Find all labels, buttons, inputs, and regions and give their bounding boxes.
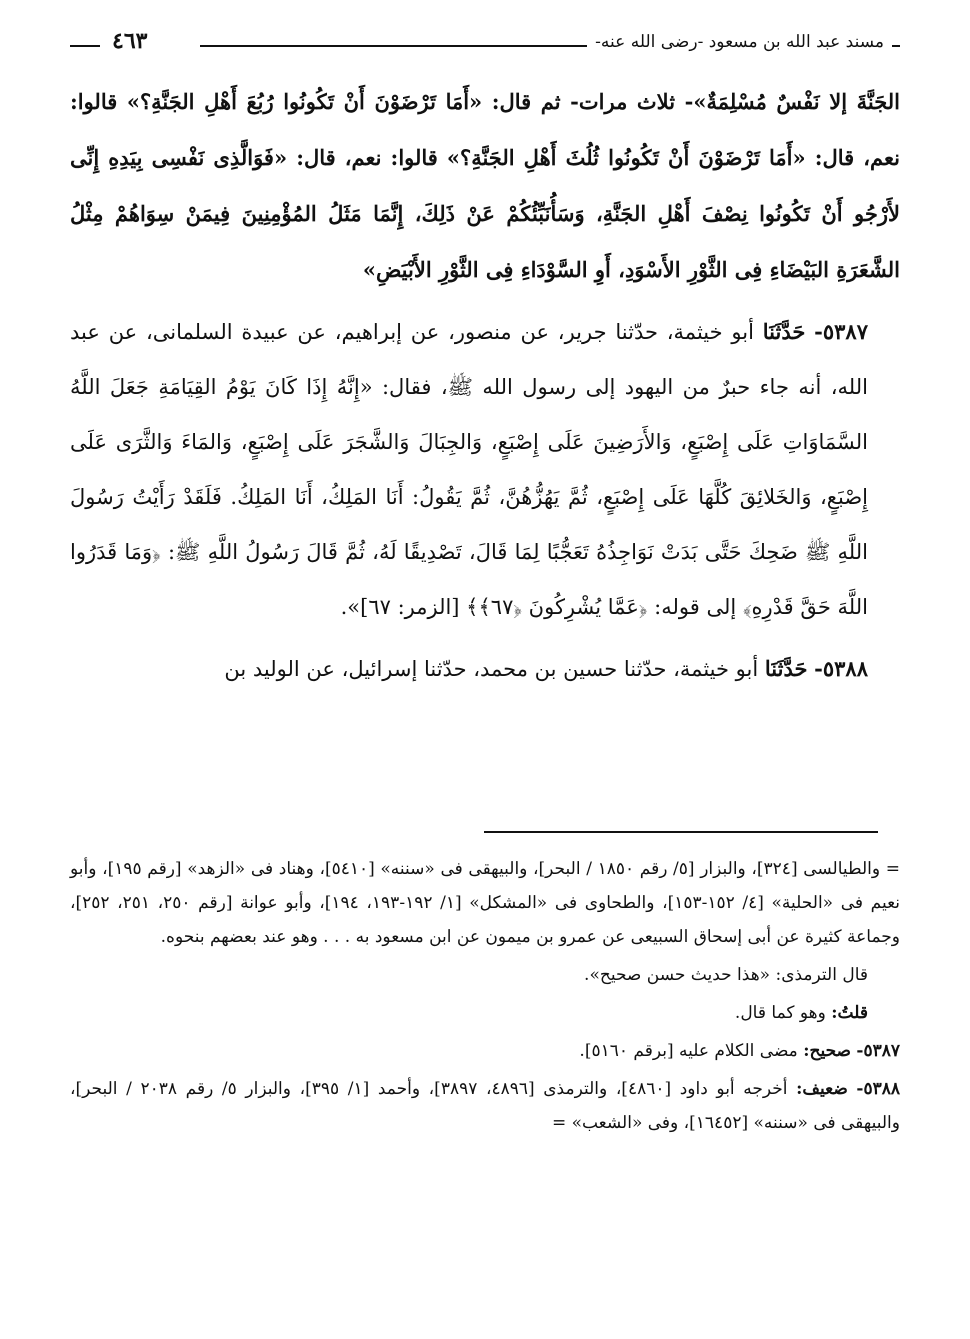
footnote-5387-text: مضى الكلام عليه [برقم ٥١٦٠].: [579, 1041, 798, 1061]
book-page: [70, 0, 900, 1339]
footnote-qultu-label: قلتُ:: [831, 1003, 868, 1023]
footnote-separator: [484, 831, 878, 833]
hadith-5387: [70, 304, 900, 635]
running-title: مسند عبد الله بن مسعود -رضى الله عنه-: [587, 32, 892, 52]
page-number: ٤٦٣: [106, 28, 153, 54]
footnote-tirmidhi: قال الترمذى: «هذا حديث حسن صحيح».: [584, 965, 868, 985]
footnote-5388-text: أخرجه أبو داود [٤٨٦٠]، والترمذى [٤٨٩٦، ٣٨٩٧]، وأحمد [١/ ٣٩٥]، والبزار ٥/ رقم ٢٠٣٨ / البحر]، والبيهقى فى «سننه» [١٦٤٥٢]، وفى «الشعب» =: [70, 1079, 900, 1133]
hadith-5388-text: أبو خيثمة، حدّثنا حسين بن محمد، حدّثنا إسرائيل، عن الوليد بن: [224, 657, 759, 681]
hadith-5388-opening: حَدَّثَنَا: [764, 656, 808, 681]
footnote-5387-grade: صحيح:: [803, 1041, 851, 1061]
main-text: [70, 74, 900, 697]
header-rule-left: [70, 45, 100, 47]
footnote-5387: [70, 1034, 900, 1068]
page-header: [70, 28, 900, 64]
hadith-prev-continuation: [70, 74, 900, 298]
footnote-5388-grade: ضعيف:: [796, 1079, 848, 1099]
hadith-prev-text: الجَنَّةَ إلا نَفْسٌ مُسْلِمَةٌ»- ثلاث مرات- ثم قال: «أَمَا تَرْضَوْنَ أَنْ تَكُونُوا رُبُعَ أَهْلِ الجَنَّةِ؟» قالوا: نعم، قال: «أَمَا تَرْضَوْنَ أَنْ تَكُونُوا ثُلُثَ أَهْلِ الجَنَّةِ؟» قالوا: نعم، قال: «فَوَالَّذِى نَفْسِى بِيَدِهِ إِنِّى لأَرْجُو أَنْ تَكُونُوا نِصْفَ أَهْلِ الجَنَّةِ، وَسَأُنَبِّئُكُمْ عَنْ ذَلِكَ، إِنَّمَا مَثَلُ المُؤْمِنِينَ فِيمَنْ سِوَاهُمْ مِثْلُ الشَّعَرَةِ البَيْضَاءِ فِى الثَّوْرِ الأَسْوَدِ، أَوِ السَّوْدَاءِ فِى الثَّوْرِ الأَبْيَضِ»: [70, 89, 900, 282]
hadith-5387-number: ٥٣٨٧-: [814, 319, 868, 344]
footnote-5387-number: ٥٣٨٧-: [856, 1041, 900, 1061]
hadith-5387-text: أبو خيثمة، حدّثنا جرير، عن منصور، عن إبراهيم، عن عبيدة السلمانى، عن عبد الله، أنه جاء حبرٌ من اليهود إلى رسول الله ﷺ، فقال: «إِنَّهُ إِذَا كَانَ يَوْمُ القِيَامَةِ جَعَلَ اللَّهُ السَّمَاوَاتِ عَلَى إِصْبَعٍ، وَالأَرَضِينَ عَلَى إِصْبَعٍ، وَالجِبَالَ وَالشَّجَرَ عَلَى إِصْبَعٍ، وَالمَاءَ وَالثَّرَى عَلَى إِصْبَعٍ، وَالخَلائِقَ كُلَّهَا عَلَى إِصْبَعٍ، ثُمَّ يَهُزُّهُنَّ، ثُمَّ يَقُولُ: أَنَا المَلِكُ، أَنَا المَلِكُ. فَلَقَدْ رَأَيْتُ رَسُولَ اللَّهِ ﷺ ضَحِكَ حَتَّى بَدَتْ نَوَاجِذُهُ تَعَجُّبًا لِمَا قَالَ، تَصْدِيقًا لَهُ، ثُمَّ قَالَ رَسُولُ اللَّهِ ﷺ: ﴿وَمَا قَدَرُوا اللَّهَ حَقَّ قَدْرِهِ﴾ إلى قوله: ﴿عَمَّا يُشْرِكُونَ ﴿٦٧﴾﴾ [الزمر: ٦٧]».: [70, 320, 868, 619]
hadith-5388-number: ٥٣٨٨-: [814, 656, 868, 681]
footnote-5388: [70, 1072, 900, 1140]
footnote-continuation: = والطيالسى [٣٢٤]، والبزار [٥/ رقم ١٨٥٠ / البحر]، والبيهقى فى «سننه» [٥٤١٠]، وهناد فى «الزهد» [رقم ١٩٥]، وأبو نعيم فى «الحلية» [٤/ ١٥٢-١٥٣]، والطحاوى فى «المشكل» [١/ ١٩٢-١٩٣، ١٩٤]، وأبو عوانة [رقم ٢٥٠، ٢٥١، ٢٥٢]، وجماعة كثيرة عن أبى إسحاق السبيعى عن عمرو بن ميمون عن ابن مسعود به . . . وهو عند بعضهم بنحوه.: [70, 859, 901, 947]
hadith-5387-opening: حَدَّثَنَا: [762, 319, 806, 344]
hadith-5388: [70, 641, 900, 697]
footnotes: [70, 852, 900, 1144]
footnote-qultu-text: وهو كما قال.: [734, 1003, 826, 1023]
footnote-qultu: [70, 996, 900, 1030]
footnote-5388-number: ٥٣٨٨-: [856, 1079, 900, 1099]
